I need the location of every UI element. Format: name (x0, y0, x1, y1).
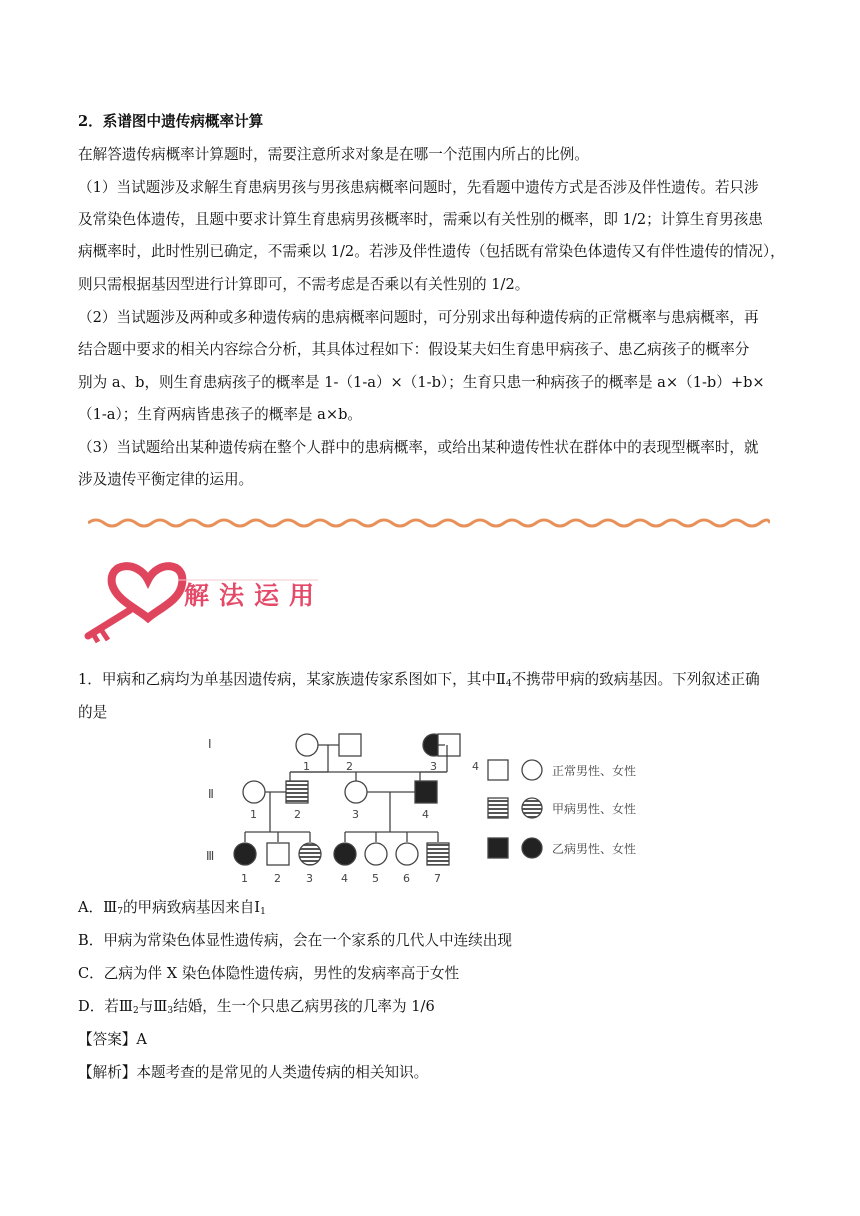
individual-III6 (396, 843, 418, 865)
individual-II1 (243, 781, 265, 803)
point2-line1: （2）当试题涉及两种或多种遗传病的患病概率问题时，可分别求出每种遗传病的正常概率与患病概率，再 (78, 309, 759, 326)
individual-III1 (234, 843, 256, 865)
point3-line2: 涉及遗传平衡定律的运用。 (78, 471, 254, 488)
option-c: C．乙病为伴 X 染色体隐性遗传病，男性的发病率高于女性 (78, 965, 460, 982)
individual-III2 (267, 843, 289, 865)
legend-a-female (522, 798, 542, 818)
question-stem-line1: 1．甲病和乙病均为单基因遗传病，某家族遗传家系图如下，其中$Ⅱ_4$不携带甲病的致病基因。下列叙述正确 (78, 671, 760, 689)
individual-II4 (415, 781, 437, 803)
individual-III7 (427, 843, 449, 865)
answer: 【答案】A (78, 1031, 147, 1048)
num-II2: 2 (294, 808, 301, 821)
gen-label-2: Ⅱ (208, 787, 214, 801)
num-III7: 7 (434, 872, 441, 885)
point2-line3: 别为 a、b，则生育患病孩子的概率是 1-（1-a）×（1-b）；生育只患一种病孩子的概率是 a×（1-b）+b× (78, 374, 765, 391)
num-I3: 3 (430, 760, 437, 773)
individual-I2 (339, 734, 361, 756)
point2-line2: 结合题中要求的相关内容综合分析，其具体过程如下：假设某夫妇生育患甲病孩子、患乙病孩子的概率分 (78, 341, 750, 358)
pedigree-chart (190, 720, 660, 890)
analysis: 【解析】本题考查的是常见的人类遗传病的相关知识。 (78, 1064, 429, 1081)
option-b: B．甲病为常染色体显性遗传病，会在一个家系的几代人中连续出现 (78, 932, 512, 949)
num-I1: 1 (303, 760, 310, 773)
num-I4: 4 (472, 760, 479, 773)
num-III5: 5 (372, 872, 379, 885)
individual-I1 (296, 734, 318, 756)
section-intro: 在解答遗传病概率计算题时，需要注意所求对象是在哪一个范围内所占的比例。 (78, 146, 589, 163)
banner-title: 解法运用 (184, 581, 325, 610)
num-II4: 4 (422, 808, 429, 821)
gen-label-1: Ⅰ (208, 737, 212, 751)
num-II3: 3 (352, 808, 359, 821)
point1-line3: 病概率时，此时性别已确定，不需乘以 1/2。若涉及伴性遗传（包括既有常染色体遗传又有伴性遗传的情况）， (78, 243, 785, 260)
point1-line1: （1）当试题涉及求解生育患病男孩与男孩患病概率问题时，先看题中遗传方式是否涉及伴性遗传。若只涉 (78, 179, 759, 196)
section-heading: 2．系谱图中遗传病概率计算 (78, 113, 264, 130)
individual-II2 (286, 781, 308, 803)
num-III3: 3 (306, 872, 313, 885)
legend-b-female (522, 838, 542, 858)
individual-III5 (365, 843, 387, 865)
num-II1: 1 (250, 808, 257, 821)
num-I2: 2 (346, 760, 353, 773)
wavy-divider (88, 516, 770, 530)
individual-II3 (345, 781, 367, 803)
num-III1: 1 (241, 872, 248, 885)
num-III6: 6 (403, 872, 410, 885)
individual-III4 (334, 843, 356, 865)
point2-line4: （1-a）；生育两病皆患孩子的概率是 a×b。 (78, 406, 363, 423)
individual-III3 (299, 843, 321, 865)
point1-line2: 及常染色体遗传，且题中要求计算生育患病男孩概率时，需乘以有关性别的概率，即 1/2；计算生育男孩患 (78, 211, 763, 228)
question-stem-line2: 的是 (78, 704, 108, 721)
option-a: A．$Ⅲ_7$的甲病致病基因来自$Ⅰ_1$ (78, 899, 266, 917)
gen-label-3: Ⅲ (206, 849, 215, 863)
legend-a-label: 甲病男性、女性 (552, 802, 637, 816)
point3-line1: （3）当试题给出某种遗传病在整个人群中的患病概率，或给出某种遗传性状在群体中的表现型概率时，就 (78, 439, 759, 456)
num-III4: 4 (341, 872, 348, 885)
legend-b-male (488, 838, 508, 858)
legend-b-label: 乙病男性、女性 (552, 842, 637, 856)
point1-line4: 则只需根据基因型进行计算即可，不需考虑是否乘以有关性别的 1/2。 (78, 276, 530, 293)
legend-normal-female (522, 760, 542, 780)
legend-normal-label: 正常男性、女性 (552, 764, 637, 778)
legend-a-male (488, 798, 508, 818)
option-d: D．若$Ⅲ_2$与$Ⅲ_3$结婚，生一个只患乙病男孩的几率为 1/6 (78, 998, 435, 1016)
legend-normal-male (488, 760, 508, 780)
num-III2: 2 (274, 872, 281, 885)
